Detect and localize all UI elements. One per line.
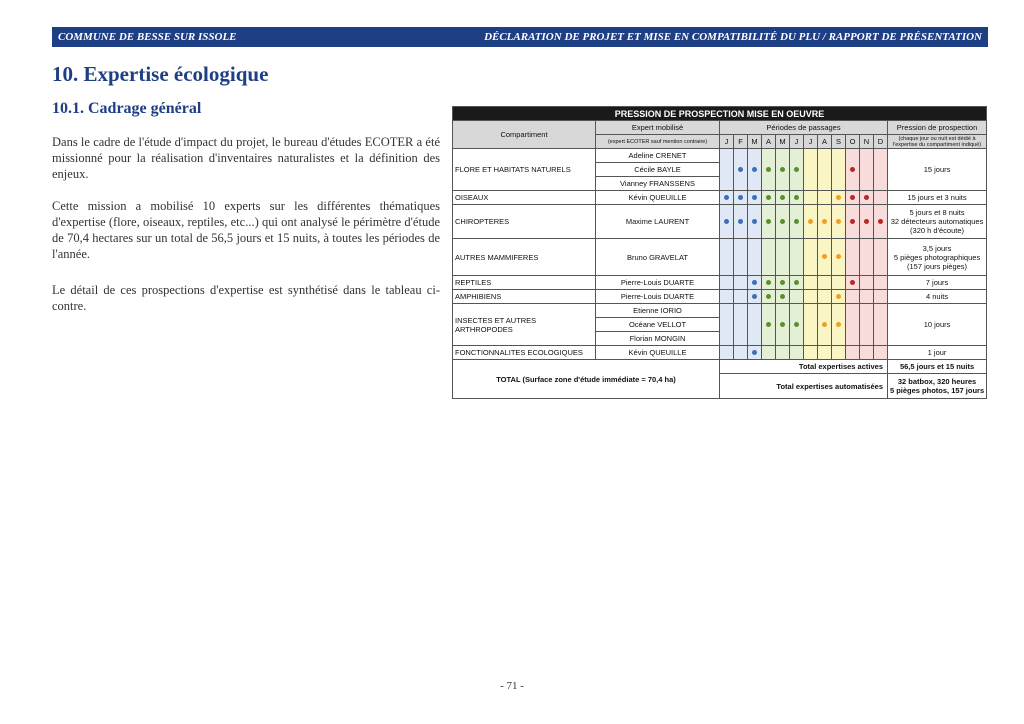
passage-dot xyxy=(724,195,729,200)
col-header-periodes: Périodes de passages xyxy=(720,121,888,135)
pression-line: (157 jours pièges) xyxy=(907,261,968,271)
expert-cell: Océane VELLOT xyxy=(596,318,720,332)
pression-line: (320 h d'écoute) xyxy=(910,226,965,235)
passage-dot xyxy=(808,219,813,224)
expert-cell: Florian MONGIN xyxy=(596,332,720,346)
month-header: A xyxy=(818,135,832,149)
page-header xyxy=(52,27,988,47)
col-header-pression: Pression de prospection xyxy=(888,121,987,135)
passage-dot xyxy=(780,195,785,200)
month-header: F xyxy=(734,135,748,149)
month-header: S xyxy=(832,135,846,149)
month-header: D xyxy=(874,135,888,149)
passage-dot xyxy=(752,350,757,355)
header-document-title: DÉCLARATION DE PROJET ET MISE EN COMPATIBILITÉ DU PLU / RAPPORT DE PRÉSENTATION xyxy=(484,31,982,43)
passage-dot xyxy=(836,322,841,327)
table-row xyxy=(453,276,987,290)
table-row xyxy=(453,304,987,318)
expert-cell: Kévin QUEUILLE xyxy=(596,191,720,205)
col-header-expert-note: (expert ECOTER sauf mention contraire) xyxy=(596,135,720,149)
compartiment-cell: AUTRES MAMMIFERES xyxy=(453,239,596,276)
table-row xyxy=(453,290,987,304)
compartiment-cell: OISEAUX xyxy=(453,191,596,205)
passage-dot xyxy=(766,195,771,200)
total-auto-line: 32 batbox, 320 heures xyxy=(897,377,977,386)
expert-cell: Maxime LAURENT xyxy=(596,205,720,239)
passage-dot xyxy=(752,280,757,285)
month-header: N xyxy=(860,135,874,149)
passage-dot xyxy=(878,219,883,224)
compartiment-cell: FONCTIONNALITES ECOLOGIQUES xyxy=(453,346,596,360)
compartiment-cell: AMPHIBIENS xyxy=(453,290,596,304)
passage-dot xyxy=(836,294,841,299)
prospection-table xyxy=(452,106,986,399)
subsection-title: 10.1. Cadrage général xyxy=(52,100,202,117)
month-header: A xyxy=(762,135,776,149)
passage-dot xyxy=(794,195,799,200)
pression-cell: 7 jours xyxy=(888,276,987,290)
passage-dot xyxy=(864,195,869,200)
paragraph-2: Cette mission a mobilisé 10 experts sur les différentes thématiques d'expertise (flore, oiseaux, reptiles, etc...) qui ont analysé le périmètre d'étude de 70,4 hectares sur un total de 56,5 jours et 15 nuits, à toutes les périodes de l'année. xyxy=(52,199,440,261)
month-header: J xyxy=(720,135,734,149)
expert-cell: Pierre-Louis DUARTE xyxy=(596,290,720,304)
table-row xyxy=(453,191,987,205)
paragraph-1: Dans le cadre de l'étude d'impact du projet, le bureau d'études ECOTER a été missionné pour la réalisation d'inventaires naturalistes et la définition des enjeux. xyxy=(52,135,440,181)
expert-cell: Vianney FRANSSENS xyxy=(596,177,720,191)
passage-dot xyxy=(780,280,785,285)
table-row xyxy=(453,239,987,276)
month-header: J xyxy=(804,135,818,149)
passage-dot xyxy=(780,167,785,172)
total-label: TOTAL (Surface zone d'étude immédiate = 70,4 ha) xyxy=(453,360,720,399)
pression-line: 5 pièges photographiques xyxy=(893,252,981,262)
passage-dot xyxy=(850,195,855,200)
table-title: PRESSION DE PROSPECTION MISE EN OEUVRE xyxy=(453,107,987,121)
passage-dot xyxy=(850,280,855,285)
passage-dot xyxy=(752,167,757,172)
month-header: J xyxy=(790,135,804,149)
passage-dot xyxy=(780,294,785,299)
passage-dot xyxy=(738,219,743,224)
passage-dot xyxy=(766,294,771,299)
compartiment-cell: CHIROPTERES xyxy=(453,205,596,239)
total-auto-value xyxy=(888,374,987,399)
total-actives-label: Total expertises actives xyxy=(720,360,888,374)
pression-line: 5 jours et 8 nuits xyxy=(909,208,965,217)
month-header: M xyxy=(748,135,762,149)
passage-dot xyxy=(794,219,799,224)
pression-line: 32 détecteurs automatiques xyxy=(890,217,984,226)
total-auto-line: 5 pièges photos, 157 jours xyxy=(889,386,985,395)
expert-cell: Kévin QUEUILLE xyxy=(596,346,720,360)
passage-dot xyxy=(766,167,771,172)
passage-dot xyxy=(780,322,785,327)
passage-dot xyxy=(794,280,799,285)
col-header-compartiment: Compartiment xyxy=(453,121,596,149)
passage-dot xyxy=(850,167,855,172)
compartiment-cell: REPTILES xyxy=(453,276,596,290)
passage-dot xyxy=(752,294,757,299)
table-total-row xyxy=(453,360,987,374)
pression-cell: 15 jours et 3 nuits xyxy=(888,191,987,205)
compartiment-cell: INSECTES ET AUTRES ARTHROPODES xyxy=(453,304,596,346)
expert-cell: Adeline CRENET xyxy=(596,149,720,163)
table-row xyxy=(453,149,987,163)
passage-dot xyxy=(752,219,757,224)
pression-cell: 15 jours xyxy=(888,149,987,191)
paragraph-3: Le détail de ces prospections d'expertise est synthétisé dans le tableau ci-contre. xyxy=(52,283,440,313)
passage-dot xyxy=(822,322,827,327)
passage-dot xyxy=(724,219,729,224)
passage-dot xyxy=(766,280,771,285)
passage-dot xyxy=(836,219,841,224)
pression-cell xyxy=(888,239,987,276)
month-header: O xyxy=(846,135,860,149)
pression-cell xyxy=(888,205,987,239)
passage-dot xyxy=(850,219,855,224)
col-header-expert: Expert mobilisé xyxy=(596,121,720,135)
page-number: - 71 - xyxy=(500,680,524,692)
passage-dot xyxy=(836,195,841,200)
passage-dot xyxy=(836,254,841,259)
passage-dot xyxy=(822,219,827,224)
expert-cell: Bruno GRAVELAT xyxy=(596,239,720,276)
total-actives-value: 56,5 jours et 15 nuits xyxy=(888,360,987,374)
pression-cell: 1 jour xyxy=(888,346,987,360)
total-auto-label: Total expertises automatisées xyxy=(720,374,888,399)
pression-cell: 10 jours xyxy=(888,304,987,346)
pression-line: 3,5 jours xyxy=(922,243,952,253)
month-header: M xyxy=(776,135,790,149)
table-row xyxy=(453,346,987,360)
passage-dot xyxy=(822,254,827,259)
expert-cell: Pierre-Louis DUARTE xyxy=(596,276,720,290)
expert-cell: Cécile BAYLE xyxy=(596,163,720,177)
expert-cell: Etienne IORIO xyxy=(596,304,720,318)
passage-dot xyxy=(780,219,785,224)
passage-dot xyxy=(766,219,771,224)
section-title: 10. Expertise écologique xyxy=(52,62,269,86)
passage-dot xyxy=(794,322,799,327)
passage-dot xyxy=(794,167,799,172)
table-row xyxy=(453,205,987,239)
passage-dot xyxy=(766,322,771,327)
header-commune: COMMUNE DE BESSE SUR ISSOLE xyxy=(58,31,237,43)
pression-cell: 4 nuits xyxy=(888,290,987,304)
compartiment-cell: FLORE ET HABITATS NATURELS xyxy=(453,149,596,191)
col-header-pression-note: (chaque jour ou nuit est dédié à l'expertise du compartiment indiqué) xyxy=(888,135,987,149)
passage-dot xyxy=(738,195,743,200)
passage-dot xyxy=(752,195,757,200)
passage-dot xyxy=(864,219,869,224)
passage-dot xyxy=(738,167,743,172)
